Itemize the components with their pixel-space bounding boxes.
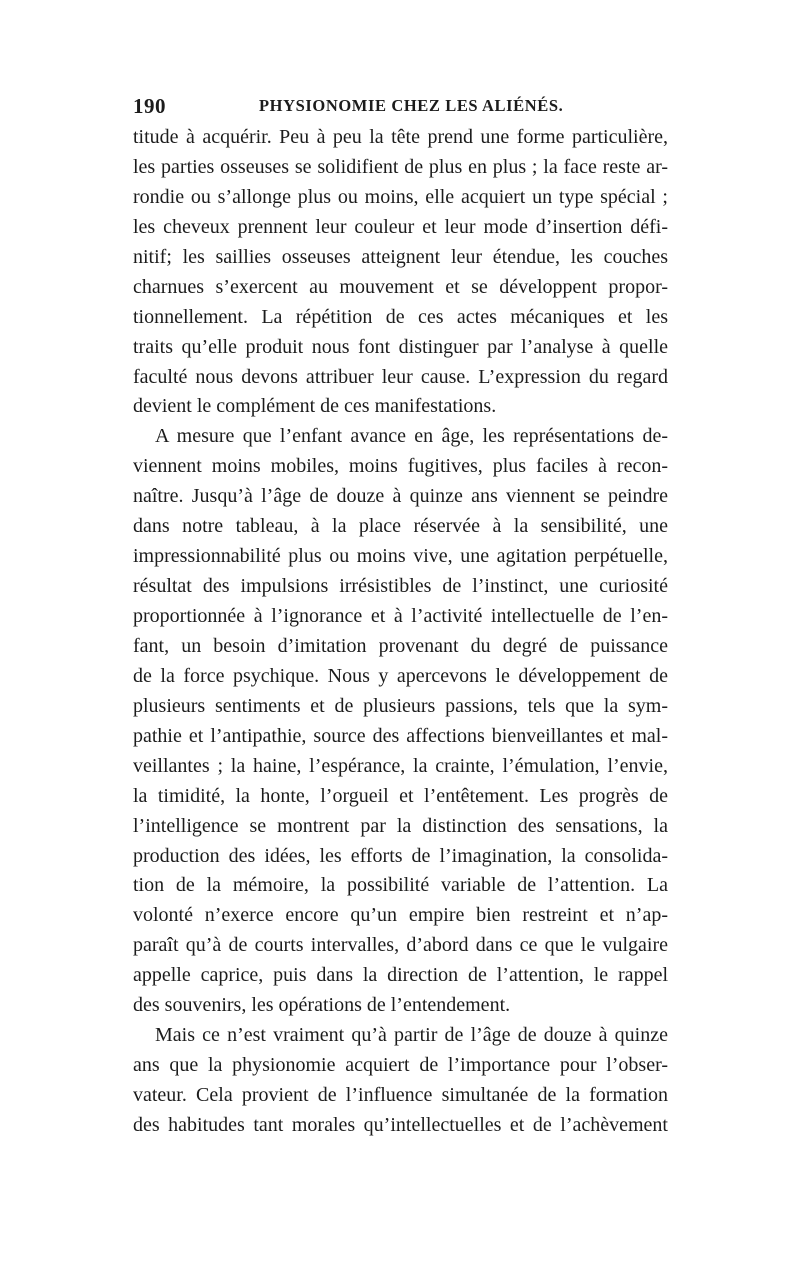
text-line: résultat des impulsions irrésistibles de l’instinct, une curiosité <box>133 575 668 598</box>
text-line: viennent moins mobiles, moins fugitives, plus faciles à recon- <box>133 455 668 478</box>
text-line: paraît qu’à de courts intervalles, d’abord dans ce que le vulgaire <box>133 934 668 957</box>
text-line: nitif; les saillies osseuses atteignent leur étendue, les couches <box>133 245 668 268</box>
text-line: volonté n’exerce encore qu’un empire bien restreint et n’ap- <box>133 904 668 927</box>
text-line: production des idées, les efforts de l’imagination, la consolida- <box>133 844 668 867</box>
text-line: des habitudes tant morales qu’intellectuelles et de l’achèvement <box>133 1113 668 1136</box>
text-line: proportionnée à l’ignorance et à l’activité intellectuelle de l’en- <box>133 605 668 627</box>
text-line: traits qu’elle produit nous font distinguer par l’analyse à quelle <box>133 335 668 358</box>
text-line: plusieurs sentiments et de plusieurs passions, tels que la sym- <box>133 694 668 717</box>
text-line: tion de la mémoire, la possibilité variable de l’attention. La <box>133 874 668 897</box>
text-line: devient le complément de ces manifestations. <box>133 395 497 418</box>
text-line: les cheveux prennent leur couleur et leur mode d’insertion défi- <box>133 215 668 238</box>
text-line: naître. Jusqu’à l’âge de douze à quinze ans viennent se peindre <box>133 485 668 508</box>
text-line: la timidité, la honte, l’orgueil et l’entêtement. Les progrès de <box>133 784 668 807</box>
text-line: pathie et l’antipathie, source des affections bienveillantes et mal- <box>133 724 668 747</box>
text-line: fant, un besoin d’imitation provenant du degré de puissance <box>133 634 668 657</box>
text-line: appelle caprice, puis dans la direction de l’attention, le rappel <box>133 964 668 987</box>
text-line: tionnellement. La répétition de ces actes mécaniques et les <box>133 305 668 328</box>
text-line: de la force psychique. Nous y apercevons le développement de <box>133 664 668 687</box>
text-line: veillantes ; la haine, l’espérance, la crainte, l’émulation, l’envie, <box>133 754 668 777</box>
paragraph-start-line: A mesure que l’enfant avance en âge, les représentations de- <box>155 425 668 448</box>
text-line: vateur. Cela provient de l’influence simultanée de la formation <box>133 1084 668 1106</box>
text-line: faculté nous devons attribuer leur cause. L’expression du regard <box>133 365 668 388</box>
text-line: rondie ou s’allonge plus ou moins, elle acquiert un type spécial ; <box>133 185 668 208</box>
running-title: PHYSIONOMIE CHEZ LES ALIÉNÉS. <box>259 96 564 115</box>
body-text <box>133 123 668 1141</box>
text-line: dans notre tableau, à la place réservée à la sensibilité, une <box>133 515 668 538</box>
running-head <box>133 94 668 118</box>
text-line: impressionnabilité plus ou moins vive, une agitation perpétuelle, <box>133 545 668 568</box>
text-line: ans que la physionomie acquiert de l’importance pour l’obser- <box>133 1054 668 1077</box>
text-line: des souvenirs, les opérations de l’entendement. <box>133 994 511 1017</box>
paragraph-start-line: Mais ce n’est vraiment qu’à partir de l’âge de douze à quinze <box>155 1024 668 1047</box>
page-number: 190 <box>133 94 166 118</box>
text-line: charnues s’exercent au mouvement et se développent propor- <box>133 275 668 298</box>
text-line: titude à acquérir. Peu à peu la tête prend une forme particulière, <box>133 126 668 148</box>
text-line: l’intelligence se montrent par la distinction des sensations, la <box>133 814 668 837</box>
text-line: les parties osseuses se solidifient de plus en plus ; la face reste ar- <box>133 155 668 178</box>
